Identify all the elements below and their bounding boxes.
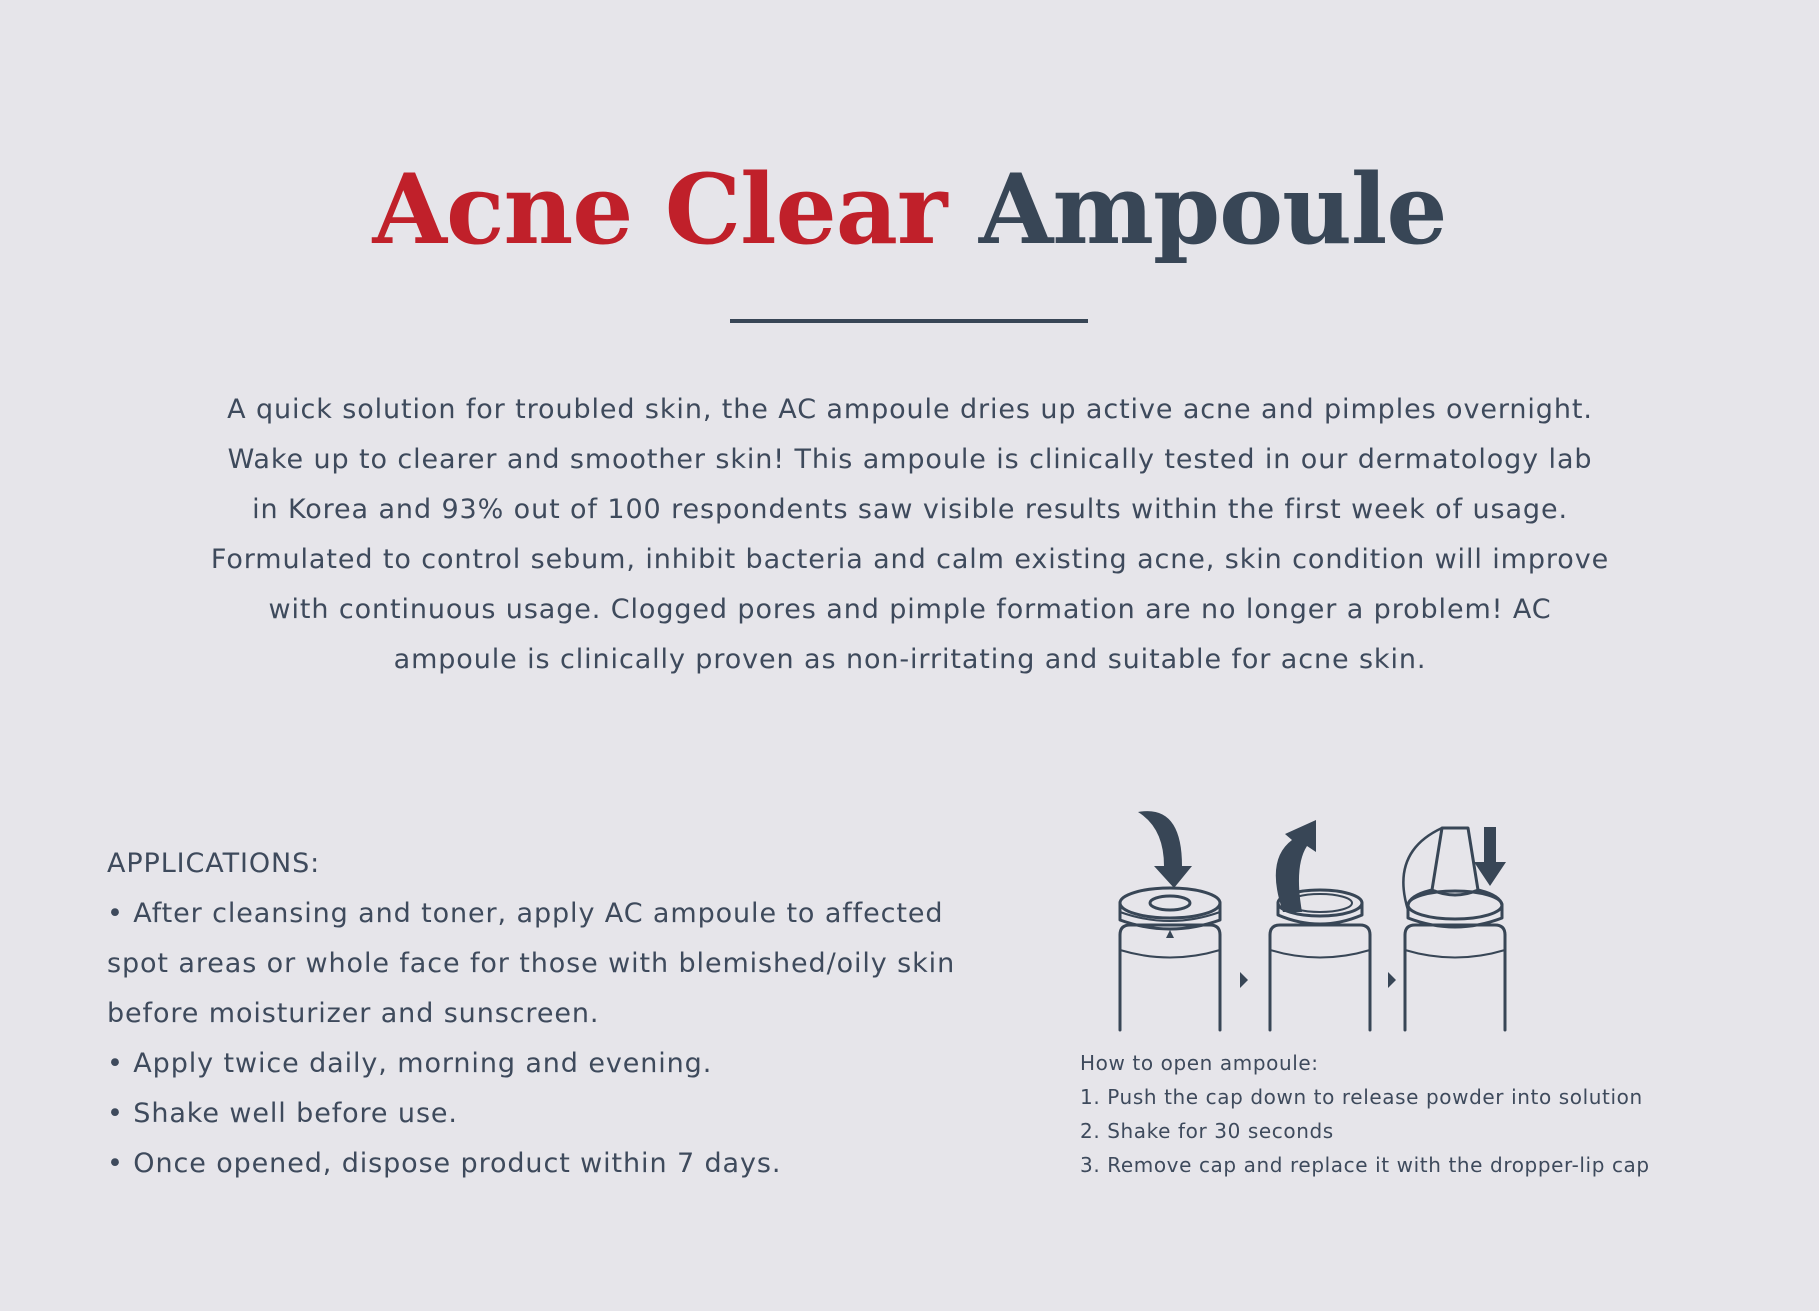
title-divider xyxy=(730,319,1088,323)
push-down-arrow-icon xyxy=(1138,811,1192,888)
how-to-step: 2. Shake for 30 seconds xyxy=(1080,1119,1334,1143)
application-item: • Shake well before use. xyxy=(107,1098,458,1129)
down-arrow-icon xyxy=(1474,827,1506,886)
application-item: • Once opened, dispose product within 7 days. xyxy=(107,1148,782,1179)
applications-heading: APPLICATIONS: xyxy=(107,848,321,879)
ampoule-opening-diagram xyxy=(1090,800,1530,1040)
applications-section xyxy=(107,839,967,1189)
title-main: Ampoule xyxy=(978,153,1447,266)
how-to-heading: How to open ampoule: xyxy=(1080,1051,1319,1075)
lift-up-arrow-icon xyxy=(1276,820,1316,912)
ampoule-push-cap-illustration xyxy=(1120,888,1220,1030)
application-item: • After cleansing and toner, apply AC ampoule to affected spot areas or whole face for those with blemished/oily skin before moisturizer and sunscreen. xyxy=(107,898,956,1029)
product-title xyxy=(0,152,1819,267)
how-to-step: 3. Remove cap and replace it with the dropper-lip cap xyxy=(1080,1153,1650,1177)
application-item: • Apply twice daily, morning and evening. xyxy=(107,1048,713,1079)
product-description: A quick solution for troubled skin, the AC ampoule dries up active acne and pimples overnight. Wake up to clearer and smoother skin! This ampoule is clinically tested in our dermatology lab in Korea and 93% out of 100 respondents saw visible results within the first week of usage. Formulated to control sebum, inhibit bacteria and calm existing acne, skin condition will improve with continuous usage. Clogged pores and pimple formation are no longer a problem! AC ampoule is clinically proven as non-irritating and suitable for acne skin. xyxy=(210,394,1610,675)
how-to-step: 1. Push the cap down to release powder into solution xyxy=(1080,1085,1643,1109)
how-to-open-section xyxy=(1080,1046,1800,1182)
step-arrow-icon xyxy=(1388,972,1396,988)
title-accent: Acne Clear xyxy=(372,153,947,266)
step-arrow-icon xyxy=(1240,972,1248,988)
